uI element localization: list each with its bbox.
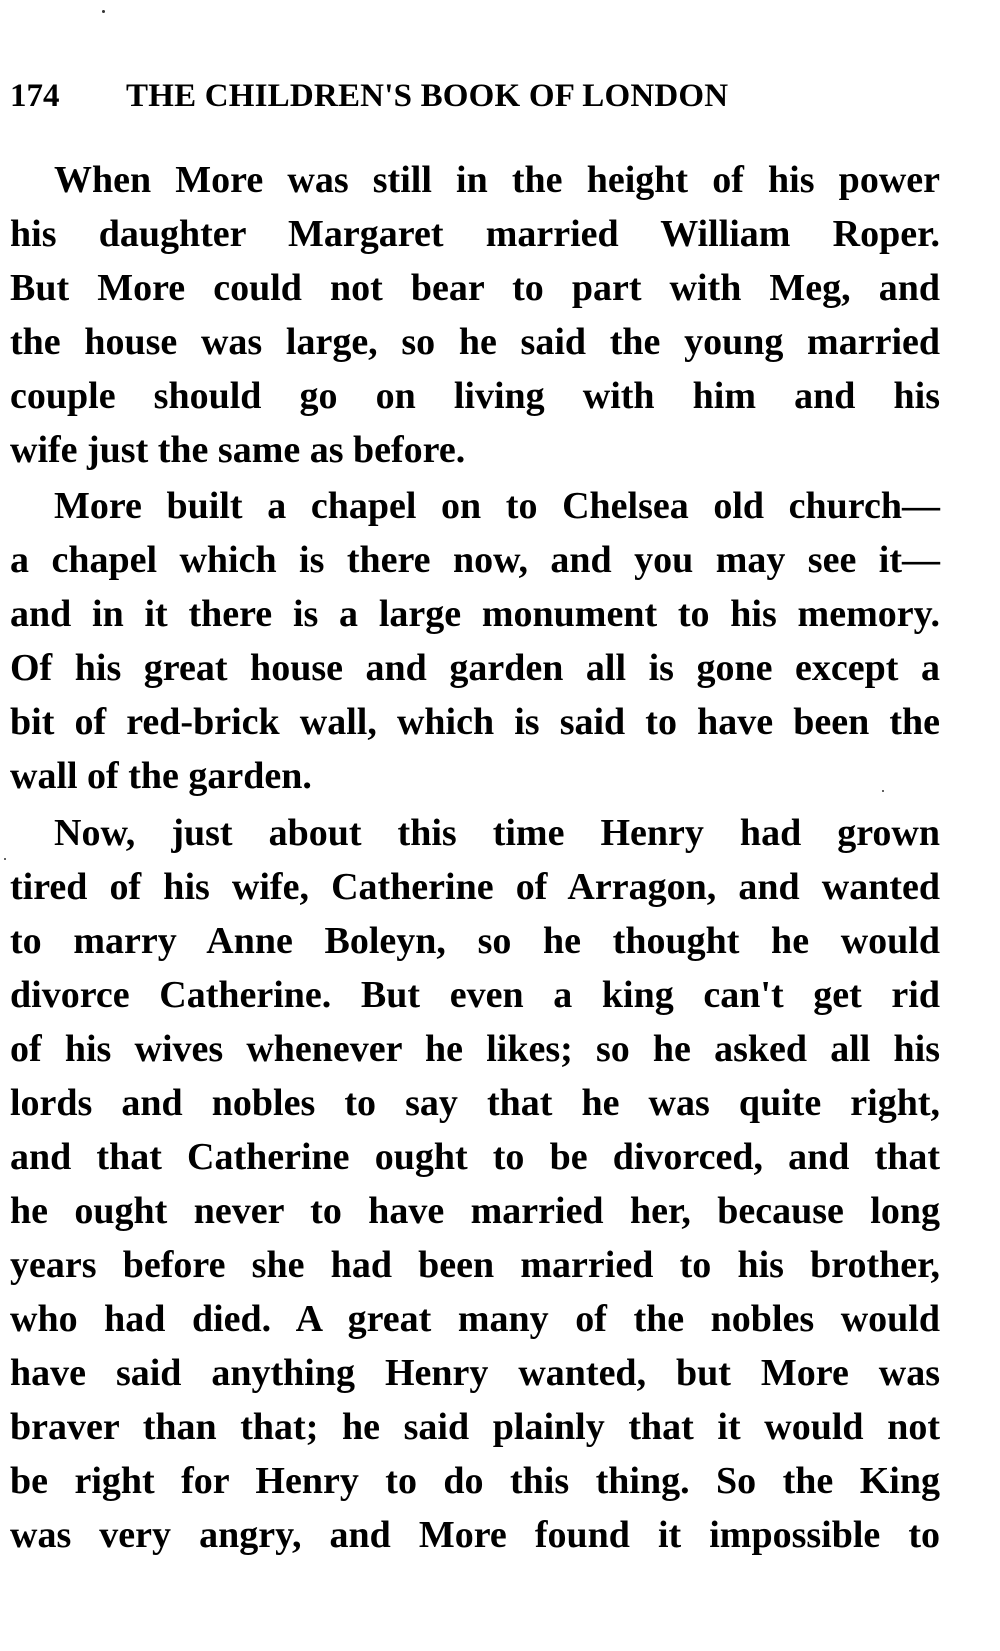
page-header xyxy=(10,78,940,122)
text-line: have said anything Henry wanted, but More was xyxy=(10,1352,940,1394)
text-line: lords and nobles to say that he was quite right, xyxy=(10,1082,940,1124)
text-line: a chapel which is there now, and you may see it— xyxy=(10,539,940,581)
text-line: the house was large, so he said the young married xyxy=(10,321,940,363)
scan-speck xyxy=(102,10,105,13)
text-line: and in it there is a large monument to his memory. xyxy=(10,593,940,635)
text-line: braver than that; he said plainly that it would not xyxy=(10,1406,940,1448)
text-line: wife just the same as before. xyxy=(10,429,466,471)
running-head: THE CHILDREN'S BOOK OF LONDON xyxy=(126,78,729,114)
text-line: he ought never to have married her, because long xyxy=(10,1190,940,1232)
scan-speck xyxy=(882,790,884,792)
text-line: his daughter Margaret married William Roper. xyxy=(10,213,940,255)
text-line: When More was still in the height of his power xyxy=(54,159,940,201)
text-line: and that Catherine ought to be divorced, and that xyxy=(10,1136,940,1178)
text-line: bit of red-brick wall, which is said to have been the xyxy=(10,701,940,743)
scan-speck xyxy=(4,858,6,860)
book-page xyxy=(10,0,940,1651)
text-line: who had died. A great many of the nobles would xyxy=(10,1298,940,1340)
page-number: 174 xyxy=(10,78,60,114)
text-line: But More could not bear to part with Meg, and xyxy=(10,267,940,309)
text-line: More built a chapel on to Chelsea old church— xyxy=(54,485,940,527)
text-line: of his wives whenever he likes; so he asked all his xyxy=(10,1028,940,1070)
text-line: be right for Henry to do this thing. So the King xyxy=(10,1460,940,1502)
text-line: wall of the garden. xyxy=(10,755,312,797)
text-line: to marry Anne Boleyn, so he thought he would xyxy=(10,920,940,962)
text-line: tired of his wife, Catherine of Arragon, and wanted xyxy=(10,866,940,908)
text-line: Now, just about this time Henry had grown xyxy=(54,812,940,854)
text-line: years before she had been married to his brother, xyxy=(10,1244,940,1286)
text-line: Of his great house and garden all is gone except a xyxy=(10,647,940,689)
text-line: divorce Catherine. But even a king can't get rid xyxy=(10,974,940,1016)
text-line: couple should go on living with him and his xyxy=(10,375,940,417)
text-line: was very angry, and More found it impossible to xyxy=(10,1514,940,1556)
